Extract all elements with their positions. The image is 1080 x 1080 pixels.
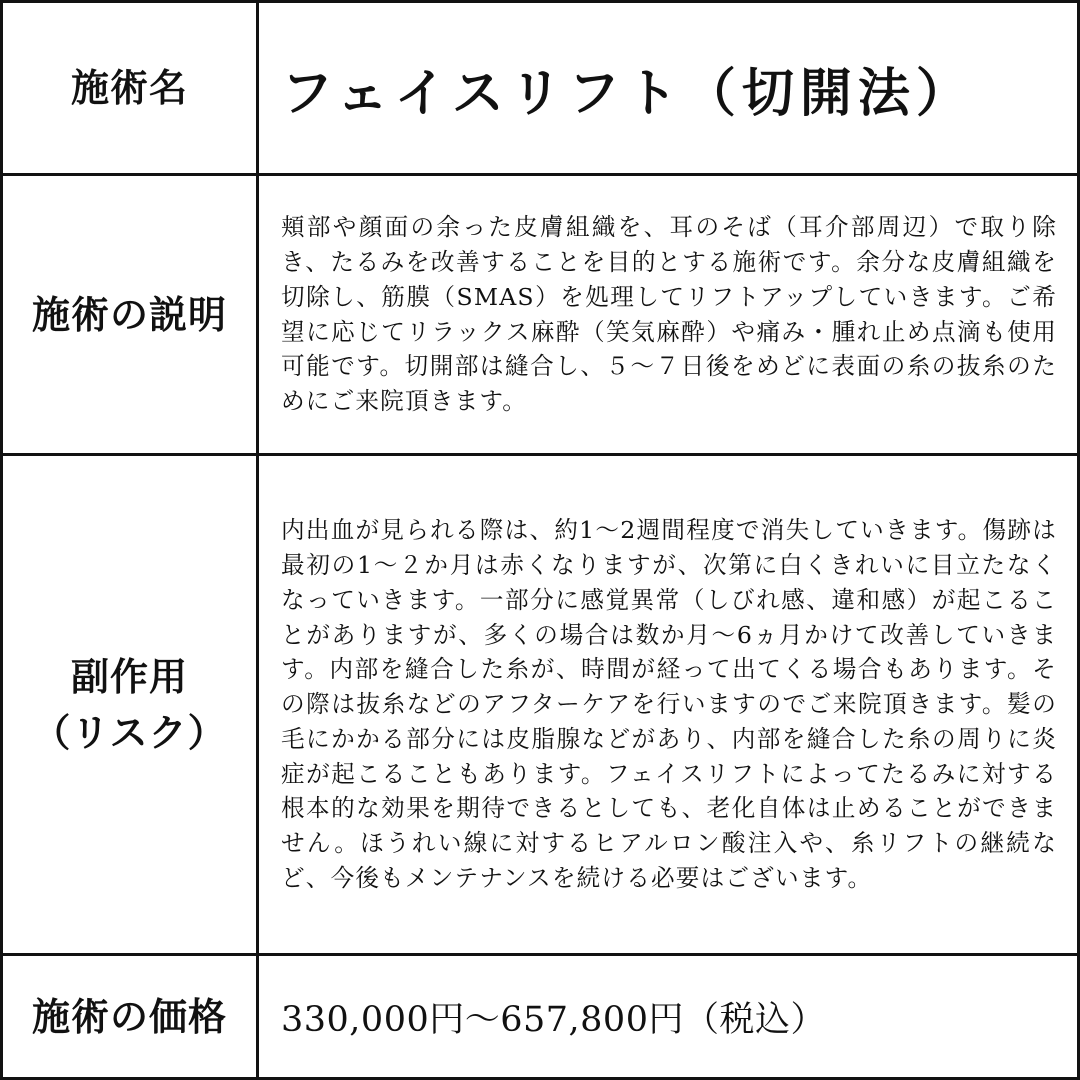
side-effects-text: 内出血が見られる際は、約1～2週間程度で消失していきます。傷跡は最初の1～２か月は赤くなりますが、次第に白くきれいに目立たなくなっていきます。一部分に感覚異常（しびれ感、違和感）が起こることがありますが、多くの場合は数か月～6ヵ月かけて改善していきます。内部を縫合した糸が、時間が経って出てくる場合もあります。その際は抜糸などのアフターケアを行いますのでご来院頂きます。髪の毛にかかる部分には皮脂腺などがあり、内部を縫合した糸の周りに炎症が起こることもあります。フェイスリフトによってたるみに対する根本的な効果を期待できるとしても、老化自体は止めることができません。ほうれい線に対するヒアルロン酸注入や、糸リフトの継続など、今後もメンテナンスを続ける必要はございます。 (281, 516, 1057, 893)
treatment-name-value: フェイスリフト（切開法） (281, 62, 974, 124)
description-label: 施術の説明 (3, 176, 259, 453)
description-row (3, 176, 1077, 456)
treatment-name-row (3, 3, 1077, 176)
side-effects-label-line2: （リスク） (32, 709, 227, 755)
price-row (3, 956, 1077, 1077)
price-cell (259, 956, 1077, 1077)
treatment-name-cell (259, 3, 1077, 173)
side-effects-label (3, 456, 259, 953)
description-cell (259, 176, 1077, 453)
side-effects-row (3, 456, 1077, 956)
side-effects-label-line1: 副作用 (70, 654, 188, 700)
description-text: 頬部や顔面の余った皮膚組織を、耳のそば（耳介部周辺）で取り除き、たるみを改善することを目的とする施術です。余分な皮膚組織を切除し、筋膜（SMAS）を処理してリフトアップしていきます。ご希望に応じてリラックス麻酔（笑気麻酔）や痛み・腫れ止め点滴も使用可能です。切開部は縫合し、５～７日後をめどに表面の糸の抜糸のためにご来院頂きます。 (281, 213, 1057, 416)
treatment-name-label: 施術名 (3, 3, 259, 173)
price-label: 施術の価格 (3, 956, 259, 1077)
side-effects-cell (259, 456, 1077, 953)
price-value: 330,000円～657,800円（税込） (281, 999, 826, 1040)
